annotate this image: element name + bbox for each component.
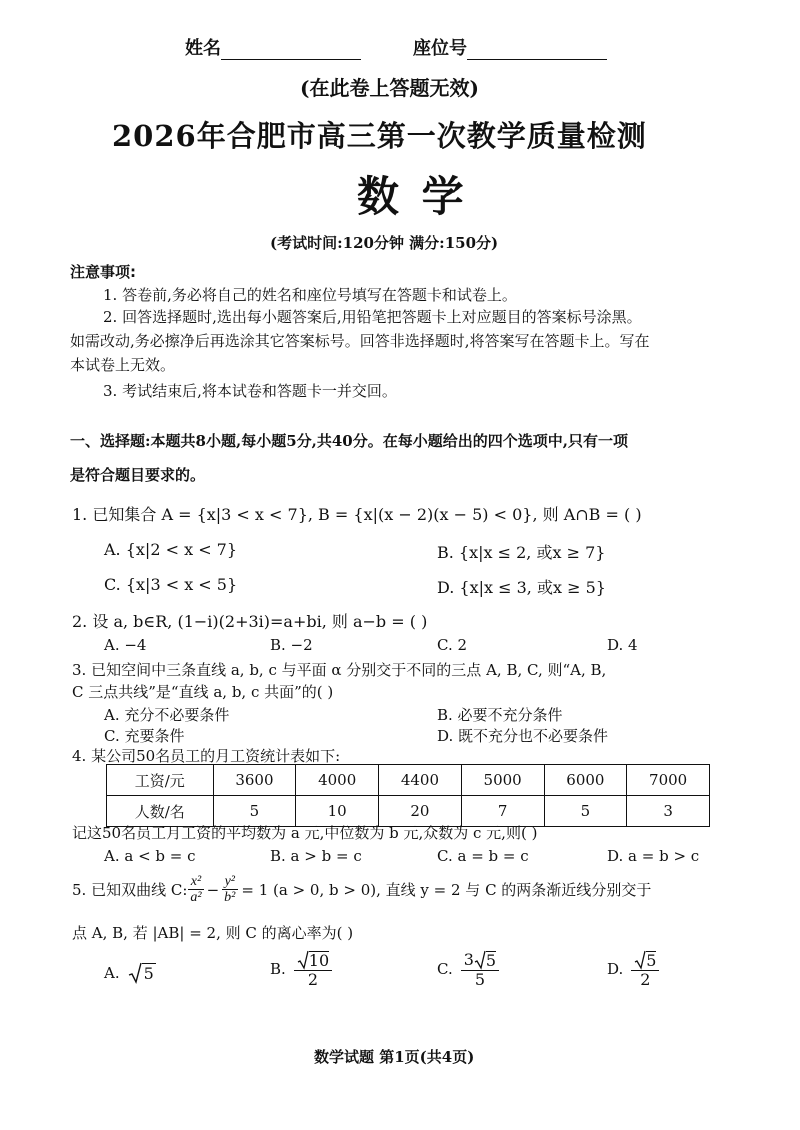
q2-option-d: D. 4 — [607, 636, 638, 654]
wage-cell: 4400 — [379, 765, 462, 796]
q5-d-radicand: 5 — [646, 950, 657, 970]
wage-cell: 3600 — [213, 765, 296, 796]
notice-item-2-line-1: 2. 回答选择题时,选出每小题答案后,用铅笔把答题卡上对应题目的答案标号涂黑。 — [103, 308, 642, 326]
exam-title: 2026年合肥市高三第一次教学质量检测 — [112, 119, 647, 153]
notice-item-2-line-2: 如需改动,务必擦净后再选涂其它答案标号。回答非选择题时,将答案写在答题卡上。写在 — [70, 332, 650, 350]
count-cell: 5 — [213, 796, 296, 827]
q5-d-numerator — [631, 950, 659, 971]
q1-option-c: C. {x|3 < x < 5} — [104, 575, 238, 594]
q4-tail: 记这50名员工月工资的平均数为 a 元,中位数为 b 元,众数为 c 元,则( ) — [72, 824, 538, 842]
q5-option-b — [270, 950, 332, 989]
wage-header-cell: 工资/元 — [107, 765, 214, 796]
q1-option-a: A. {x|2 < x < 7} — [104, 540, 238, 559]
q5-option-d — [607, 950, 659, 989]
q4-option-d: D. a = b > c — [607, 847, 700, 865]
seat-field — [413, 34, 607, 60]
sqrt-sign-icon — [634, 950, 646, 970]
count-cell: 7 — [461, 796, 544, 827]
sqrt-sign-icon — [128, 962, 142, 984]
wage-cell: 6000 — [544, 765, 627, 796]
q5-b-denominator: 2 — [307, 970, 319, 989]
count-cell: 20 — [379, 796, 462, 827]
q5-b2: b² — [224, 890, 236, 906]
q5-y2: y² — [222, 874, 238, 890]
exam-info: (考试时间:120分钟 满分:150分) — [270, 234, 499, 252]
q4-option-a: A. a < b = c — [104, 847, 196, 865]
q1-stem: 1. 已知集合 A = {x|3 < x < 7}, B = {x|(x − 2)(x − 5) < 0}, 则 A∩B = ( ) — [72, 505, 642, 524]
sqrt-sign-icon — [474, 950, 486, 970]
q5-c-numerator — [461, 950, 499, 971]
notice-heading: 注意事项: — [70, 263, 136, 281]
count-cell: 10 — [296, 796, 379, 827]
name-blank — [221, 39, 361, 60]
page-footer: 数学试题 第1页(共4页) — [314, 1048, 475, 1066]
q5-suffix: = 1 (a > 0, b > 0), 直线 y = 2 与 C 的两条渐近线分别交于 — [241, 881, 652, 900]
q3-stem-line-1: 3. 已知空间中三条直线 a, b, c 与平面 α 分别交于不同的三点 A, B, C, 则“A, B, — [72, 661, 607, 679]
invalid-note: (在此卷上答题无效) — [300, 76, 479, 100]
q3-option-c: C. 充要条件 — [104, 727, 185, 745]
q4-option-c: C. a = b = c — [437, 847, 529, 865]
count-cell: 5 — [544, 796, 627, 827]
q5-a-sqrt — [128, 962, 156, 984]
q4-stem: 4. 某公司50名员工的月工资统计表如下: — [72, 747, 341, 765]
q5-fraction-x — [187, 874, 204, 906]
q5-c-denominator: 5 — [474, 970, 485, 989]
q5-a-radicand: 5 — [143, 964, 154, 983]
q5-c-fraction — [461, 950, 499, 989]
q5-stem-line-1 — [72, 874, 651, 906]
q5-x2: x² — [188, 874, 204, 890]
q5-prefix: 5. 已知双曲线 C: — [72, 881, 188, 900]
q3-stem-line-2: C 三点共线”是“直线 a, b, c 共面”的( ) — [72, 683, 334, 701]
q3-option-d: D. 既不充分也不必要条件 — [437, 727, 609, 745]
section-1-intro-line-2: 是符合题目要求的。 — [70, 466, 206, 484]
q5-d-denominator: 2 — [640, 970, 651, 989]
notice-item-3: 3. 考试结束后,将本试卷和答题卡一并交回。 — [103, 382, 397, 400]
q5-d-label: D. — [607, 960, 624, 979]
q2-stem: 2. 设 a, b∈R, (1−i)(2+3i)=a+bi, 则 a−b = ( ) — [72, 612, 428, 631]
q1-option-b: B. {x|x ≤ 2, 或x ≥ 7} — [437, 543, 606, 562]
q5-a-label: A. — [104, 964, 120, 982]
q1-option-d: D. {x|x ≤ 3, 或x ≥ 5} — [437, 578, 606, 597]
q5-c-label: C. — [437, 960, 453, 979]
wage-cell: 4000 — [296, 765, 379, 796]
subject-title: 数 学 — [357, 172, 468, 221]
wage-cell: 5000 — [461, 765, 544, 796]
q5-b-numerator — [294, 950, 332, 971]
q5-c-radicand: 5 — [485, 950, 497, 970]
q5-a2: a² — [190, 890, 202, 906]
q2-option-a: A. −4 — [104, 636, 147, 654]
q3-option-b: B. 必要不充分条件 — [437, 706, 563, 724]
q5-option-c — [437, 950, 499, 989]
wage-cell: 7000 — [627, 765, 710, 796]
notice-item-1: 1. 答卷前,务必将自己的姓名和座位号填写在答题卡和试卷上。 — [103, 286, 517, 304]
q5-stem-line-2: 点 A, B, 若 |AB| = 2, 则 C 的离心率为( ) — [72, 924, 354, 942]
count-header-cell: 人数/名 — [107, 796, 214, 827]
q2-option-c: C. 2 — [437, 636, 468, 654]
q5-c-coefficient: 3 — [463, 950, 474, 970]
q3-option-a: A. 充分不必要条件 — [104, 706, 230, 724]
count-cell: 3 — [627, 796, 710, 827]
section-1-intro-line-1: 一、选择题:本题共8小题,每小题5分,共40分。在每小题给出的四个选项中,只有一项 — [70, 432, 628, 450]
q5-b-radicand: 10 — [308, 950, 330, 970]
name-field — [185, 34, 361, 60]
q5-b-fraction — [294, 950, 332, 989]
q5-minus: − — [206, 880, 220, 899]
seat-label: 座位号 — [413, 38, 467, 59]
q5-b-label: B. — [270, 960, 286, 979]
q4-option-b: B. a > b = c — [270, 847, 362, 865]
sqrt-sign-icon — [297, 950, 309, 970]
name-label: 姓名 — [185, 38, 221, 59]
q5-option-a — [104, 962, 156, 984]
seat-blank — [467, 39, 607, 60]
wage-row — [107, 765, 710, 796]
notice-item-2-line-3: 本试卷上无效。 — [70, 356, 176, 374]
q5-d-fraction — [631, 950, 659, 989]
wage-table — [106, 764, 710, 827]
q2-option-b: B. −2 — [270, 636, 313, 654]
q5-fraction-y — [221, 874, 238, 906]
